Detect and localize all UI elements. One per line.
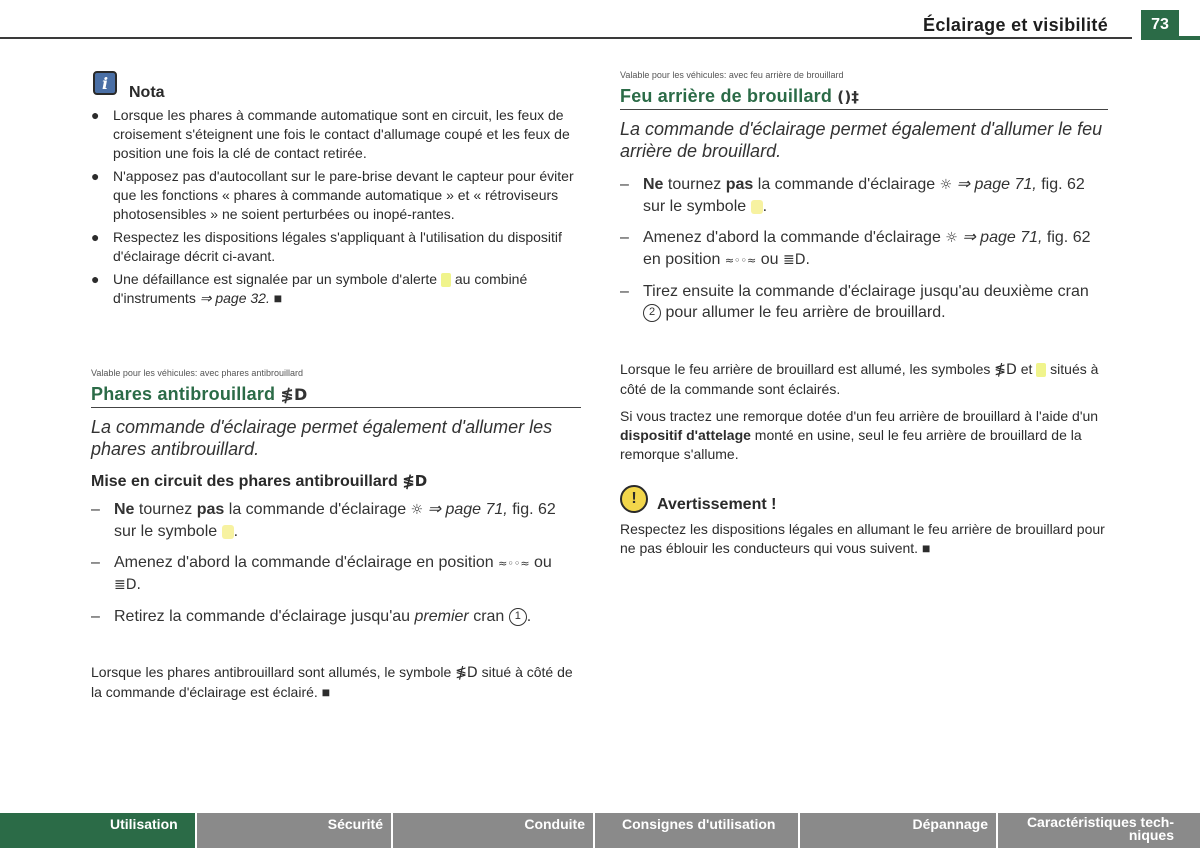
low-beam-icon: ≣D. <box>114 577 141 593</box>
step-item: – Ne tournez pas la commande d'éclairage ☼ ⇒ page 71, fig. 62 sur le symbole . <box>620 176 1085 215</box>
light-sun-icon: ☼ <box>945 230 958 246</box>
step-item: – Tirez ensuite la commande d'éclairage jusqu'au deuxième cran 2 pour allumer le feu arrière de brouillard. <box>620 283 1089 321</box>
warning-icon: ! <box>620 485 648 513</box>
bullet-dot-icon: ● <box>91 229 100 245</box>
page-number: 73 <box>1141 10 1179 40</box>
nota-bullet: ● Lorsque les phares à commande automatique sont en circuit, les feux de croisement s'éteignent une fois le contact d'allumage coupé et les feux de position une fois la clé de contact retirée. <box>91 107 570 161</box>
applicability-note: Valable pour les véhicules: avec phares antibrouillard <box>91 368 303 378</box>
nota-bullet: ● Une défaillance est signalée par un symbole d'alerte au combiné d'instruments ⇒ page 32. ■ <box>91 271 528 306</box>
tab-depannage[interactable]: Dépannage <box>800 813 996 848</box>
rear-fog-light-icon: ()‡ <box>837 88 860 106</box>
page-number-bar <box>1141 36 1200 40</box>
applicability-note: Valable pour les véhicules: avec feu arrière de brouillard <box>620 70 844 80</box>
step-item: – Amenez d'abord la commande d'éclairage ☼ ⇒ page 71, fig. 62 en position ≈◦◦≈ ou ≣D. <box>620 229 1091 268</box>
sub-heading: Mise en circuit des phares antibrouillard ≸D <box>91 472 428 490</box>
end-mark: ■ <box>321 684 331 700</box>
light-sun-icon: ☼ <box>939 177 953 193</box>
step-item: – Ne tournez pas la commande d'éclairage ☼ ⇒ page 71, fig. 62 sur le symbole . <box>91 501 556 540</box>
low-beam-icon: ≣D. <box>782 252 810 268</box>
lead-text: La commande d'éclairage permet également d'allumer les phares antibrouillard. <box>91 417 553 459</box>
tab-utilisation[interactable]: Utilisation <box>0 813 195 848</box>
bullet-dot-icon: ● <box>91 168 100 184</box>
chapter-tabs <box>0 813 1200 848</box>
section-heading: Phares antibrouillard ≸D <box>91 384 308 404</box>
warning-light-icon <box>441 273 451 287</box>
light-sun-icon: ☼ <box>410 502 424 518</box>
info-icon: i <box>93 71 117 95</box>
lead-text: La commande d'éclairage permet également d'allumer le feu arrière de brouillard. <box>620 119 1103 161</box>
fog-light-icon: ≸D <box>280 385 308 404</box>
paragraph: Si vous tractez une remorque dotée d'un feu arrière de brouillard à l'aide d'un dispositif d'attelage monté en usine, seul le feu arrière de brouillard de la remorque s'allume. <box>620 408 1099 462</box>
page-reference[interactable]: ⇒ page 71, <box>427 501 508 518</box>
detent-number-icon: 2 <box>643 304 661 322</box>
fog-light-symbol-icon <box>222 525 234 539</box>
parking-light-icon: ≈◦◦≈ <box>498 557 530 570</box>
tab-conduite[interactable]: Conduite <box>393 813 593 848</box>
paragraph: Lorsque le feu arrière de brouillard est allumé, les symboles ≸D et situés à côté de la commande sont éclairés. <box>620 361 1099 397</box>
bullet-dot-icon: ● <box>91 271 100 287</box>
step-item: – Amenez d'abord la commande d'éclairage en position ≈◦◦≈ ou ≣D. <box>91 554 552 593</box>
end-mark: ■ <box>921 540 931 556</box>
tab-caracteristiques[interactable]: Caractéristiques tech- niques <box>998 813 1200 848</box>
fog-light-symbol-icon <box>751 200 763 214</box>
header-rule <box>0 37 1132 39</box>
page-reference[interactable]: ⇒ page 32. <box>199 290 270 306</box>
warning-text: Respectez les dispositions légales en allumant le feu arrière de brouillard pour ne pas éblouir les conducteurs qui vous suivent. ■ <box>620 521 1105 556</box>
heading-rule <box>91 407 581 408</box>
tab-consignes[interactable]: Consignes d'utilisation <box>595 813 798 848</box>
fog-light-icon: ≸D <box>402 472 428 490</box>
bullet-dot-icon: ● <box>91 107 100 123</box>
nota-title: Nota <box>129 84 165 101</box>
rear-fog-indicator-icon <box>1036 363 1046 377</box>
step-item: – Retirez la commande d'éclairage jusqu'au premier cran 1 . <box>91 608 532 625</box>
parking-light-icon: ≈◦◦≈ <box>724 254 757 267</box>
nota-bullet: ● N'apposez pas d'autocollant sur le pare-brise devant le capteur pour éviter que les fonctions « phares à commande automatique » et « rétroviseurs photosensibles » ne soient perturbées ou inopé-rantes. <box>91 168 574 222</box>
steps-list <box>620 174 1108 323</box>
nota-list <box>91 106 581 308</box>
nota-bullet: ● Respectez les dispositions légales s'appliquant à l'utilisation du dispositif d'éclairage décrit ci-avant. <box>91 229 562 264</box>
heading-rule <box>620 109 1108 110</box>
page-reference[interactable]: ⇒ page 71, <box>956 176 1037 193</box>
fog-light-icon: ≸D <box>455 665 478 681</box>
closing-paragraph: Lorsque les phares antibrouillard sont allumés, le symbole ≸D situé à côté de la commande d'éclairage est éclairé. ■ <box>91 664 573 700</box>
fog-light-icon: ≸D <box>994 362 1017 378</box>
end-mark: ■ <box>273 290 283 306</box>
page-reference[interactable]: ⇒ page 71, <box>962 229 1043 246</box>
steps-list <box>91 499 581 627</box>
section-heading: Feu arrière de brouillard ()‡ <box>620 86 860 106</box>
warning-title: Avertissement ! <box>657 496 777 513</box>
tab-securite[interactable]: Sécurité <box>197 813 391 848</box>
detent-number-icon: 1 <box>509 608 527 626</box>
section-title: Éclairage et visibilité <box>923 15 1108 35</box>
